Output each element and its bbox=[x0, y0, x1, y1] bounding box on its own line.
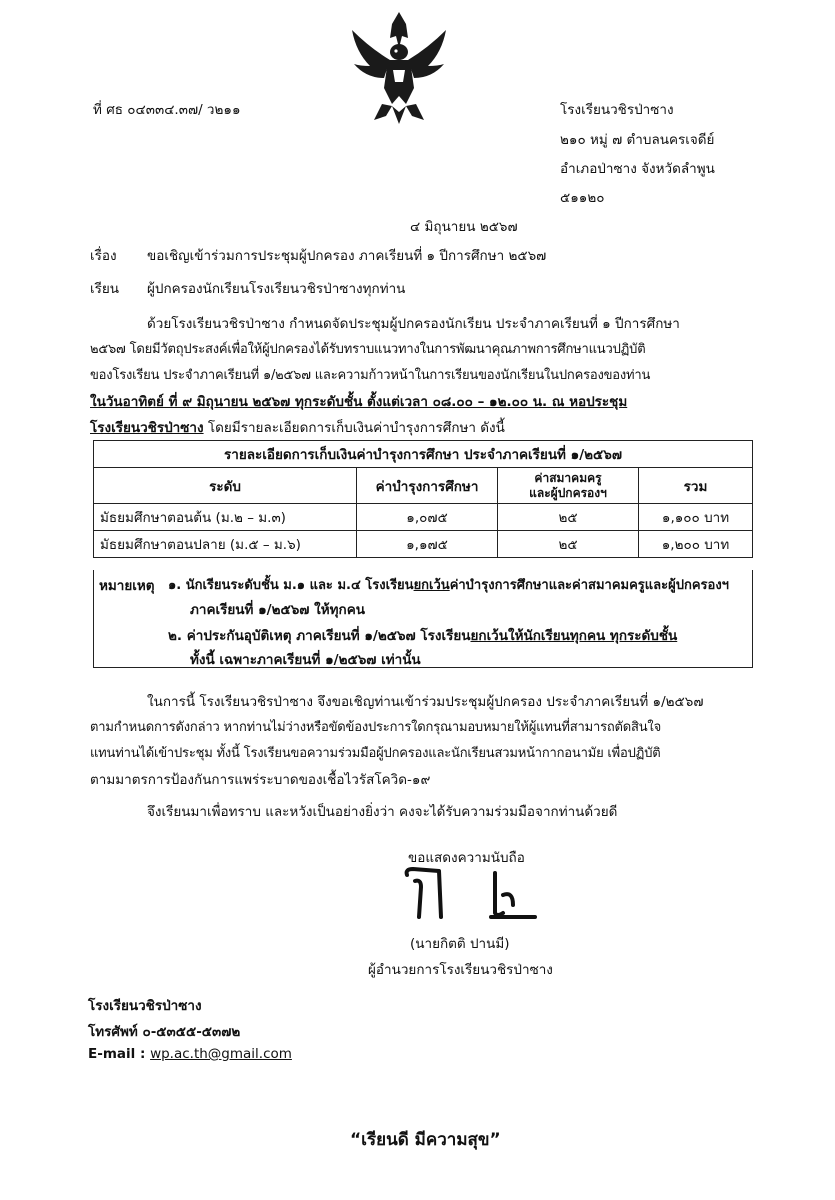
signer-position: ผู้อำนวยการโรงเรียนวชิรป่าซาง bbox=[368, 962, 553, 978]
fee-total: ๑,๑๐๐ บาท bbox=[639, 504, 753, 531]
intro-line: ๒๕๖๗ โดยมีวัตถุประสงค์เพื่อให้ผู้ปกครองได้รับทราบแนวทางในการพัฒนาคุณภาพการศึกษาแนวปฏิบัติ bbox=[90, 342, 646, 357]
fee-association: ๒๕ bbox=[498, 531, 639, 558]
fee-table-header: ค่าสมาคมครู และผู้ปกครองฯ bbox=[498, 468, 639, 504]
subject-label: เรื่อง bbox=[90, 248, 117, 264]
closing-line: จึงเรียนมาเพื่อทราบ และหวังเป็นอย่างยิ่งว่า คงจะได้รับความร่วมมือจากท่านด้วยดี bbox=[147, 804, 618, 820]
school-name: โรงเรียนวชิรป่าซาง bbox=[560, 102, 674, 118]
recipient-text: ผู้ปกครองนักเรียนโรงเรียนวชิรป่าซางทุกท่าน bbox=[147, 281, 406, 297]
footer-email bbox=[88, 1046, 292, 1062]
table-row bbox=[94, 504, 753, 531]
body-line: ในการนี้ โรงเรียนวชิรป่าซาง จึงขอเชิญท่านเข้าร่วมประชุมผู้ปกครอง ประจำภาคเรียนที่ ๑/๒๕๖๗ bbox=[147, 694, 704, 710]
fee-level: มัธยมศึกษาตอนต้น (ม.๒ – ม.๓) bbox=[94, 504, 357, 531]
signer-name: (นายกิตติ ปานมี) bbox=[410, 936, 510, 952]
body-line: ตามกำหนดการดังกล่าว หากท่านไม่ว่างหรือขัดข้องประการใดกรุณามอบหมายให้ผู้แทนที่สามารถตัดสินใจ bbox=[90, 720, 661, 735]
notes-label: หมายเหตุ bbox=[99, 578, 155, 594]
closing-respect: ขอแสดงความนับถือ bbox=[408, 850, 525, 866]
intro-line: ของโรงเรียน ประจำภาคเรียนที่ ๑/๒๕๖๗ และความก้าวหน้าในการเรียนของนักเรียนในปกครองของท่าน bbox=[90, 368, 651, 383]
intro-line-rest: โดยมีรายละเอียดการเก็บเงินค่าบำรุงการศึกษา ดังนี้ bbox=[203, 420, 505, 436]
meeting-venue: โรงเรียนวชิรป่าซาง bbox=[90, 420, 204, 436]
fee-table-title: รายละเอียดการเก็บเงินค่าบำรุงการศึกษา ประจำภาคเรียนที่ ๑/๒๕๖๗ bbox=[94, 441, 753, 468]
intro-line bbox=[90, 416, 505, 438]
school-address-line1: ๒๑๐ หมู่ ๗ ตำบลนครเจดีย์ bbox=[560, 132, 715, 148]
school-motto: “เรียนดี มีความสุข” bbox=[350, 1130, 501, 1150]
subject-text: ขอเชิญเข้าร่วมการประชุมผู้ปกครอง ภาคเรียนที่ ๑ ปีการศึกษา ๒๕๖๗ bbox=[147, 248, 547, 264]
table-row bbox=[94, 531, 753, 558]
fee-tuition: ๑,๐๗๕ bbox=[357, 504, 498, 531]
school-address-line2: อำเภอป่าซาง จังหวัดลำพูน bbox=[560, 161, 715, 177]
body-line: ตามมาตรการป้องกันการแพร่ระบาดของเชื้อไวรัสโควิด-๑๙ bbox=[90, 772, 431, 788]
fee-table-header: ค่าบำรุงการศึกษา bbox=[357, 468, 498, 504]
fee-total: ๑,๒๐๐ บาท bbox=[639, 531, 753, 558]
note-1: ๑. นักเรียนระดับชั้น ม.๑ และ ม.๔ โรงเรียนยกเว้นค่าบำรุงการศึกษาและค่าสมาคมครูและผู้ปกครองฯ bbox=[168, 578, 729, 593]
note-2: ๒. ค่าประกันอุบัติเหตุ ภาคเรียนที่ ๑/๒๕๖๗ โรงเรียนยกเว้นให้นักเรียนทุกคน ทุกระดับชั้น bbox=[168, 628, 678, 644]
fee-association: ๒๕ bbox=[498, 504, 639, 531]
body-line: แทนท่านได้เข้าประชุม ทั้งนี้ โรงเรียนขอความร่วมมือผู้ปกครองและนักเรียนสวมหน้ากากอนามัย เพื่อปฏิบัติ bbox=[90, 746, 661, 761]
email-link[interactable]: wp.ac.th@gmail.com bbox=[150, 1046, 292, 1062]
fee-table bbox=[93, 440, 753, 558]
garuda-emblem bbox=[340, 8, 458, 126]
reference-number: ที่ ศธ ๐๔๓๓๔.๓๗/ ว๒๑๑ bbox=[93, 102, 241, 118]
fee-level: มัธยมศึกษาตอนปลาย (ม.๕ – ม.๖) bbox=[94, 531, 357, 558]
signature-mark bbox=[395, 865, 545, 923]
fee-table-header: รวม bbox=[639, 468, 753, 504]
school-postcode: ๕๑๑๒๐ bbox=[560, 190, 605, 206]
recipient-label: เรียน bbox=[90, 281, 120, 297]
intro-line: ด้วยโรงเรียนวชิรป่าซาง กำหนดจัดประชุมผู้ปกครองนักเรียน ประจำภาคเรียนที่ ๑ ปีการศึกษา bbox=[147, 316, 680, 332]
footer-phone: โทรศัพท์ ๐-๕๓๕๕-๕๓๗๒ bbox=[88, 1024, 241, 1040]
note-2-line2: ทั้งนี้ เฉพาะภาคเรียนที่ ๑/๒๕๖๗ เท่านั้น bbox=[190, 652, 421, 668]
email-label: E-mail : bbox=[88, 1046, 151, 1062]
note-1-line2: ภาคเรียนที่ ๑/๒๕๖๗ ให้ทุกคน bbox=[190, 602, 365, 618]
fee-tuition: ๑,๑๗๕ bbox=[357, 531, 498, 558]
footer-school: โรงเรียนวชิรป่าซาง bbox=[88, 998, 202, 1014]
fee-table-header: ระดับ bbox=[94, 468, 357, 504]
meeting-datetime: ในวันอาทิตย์ ที่ ๙ มิถุนายน ๒๕๖๗ ทุกระดับชั้น ตั้งแต่เวลา ๐๘.๐๐ – ๑๒.๐๐ น. ณ หอประชุม bbox=[90, 394, 628, 410]
letter-date: ๔ มิถุนายน ๒๕๖๗ bbox=[410, 219, 518, 235]
